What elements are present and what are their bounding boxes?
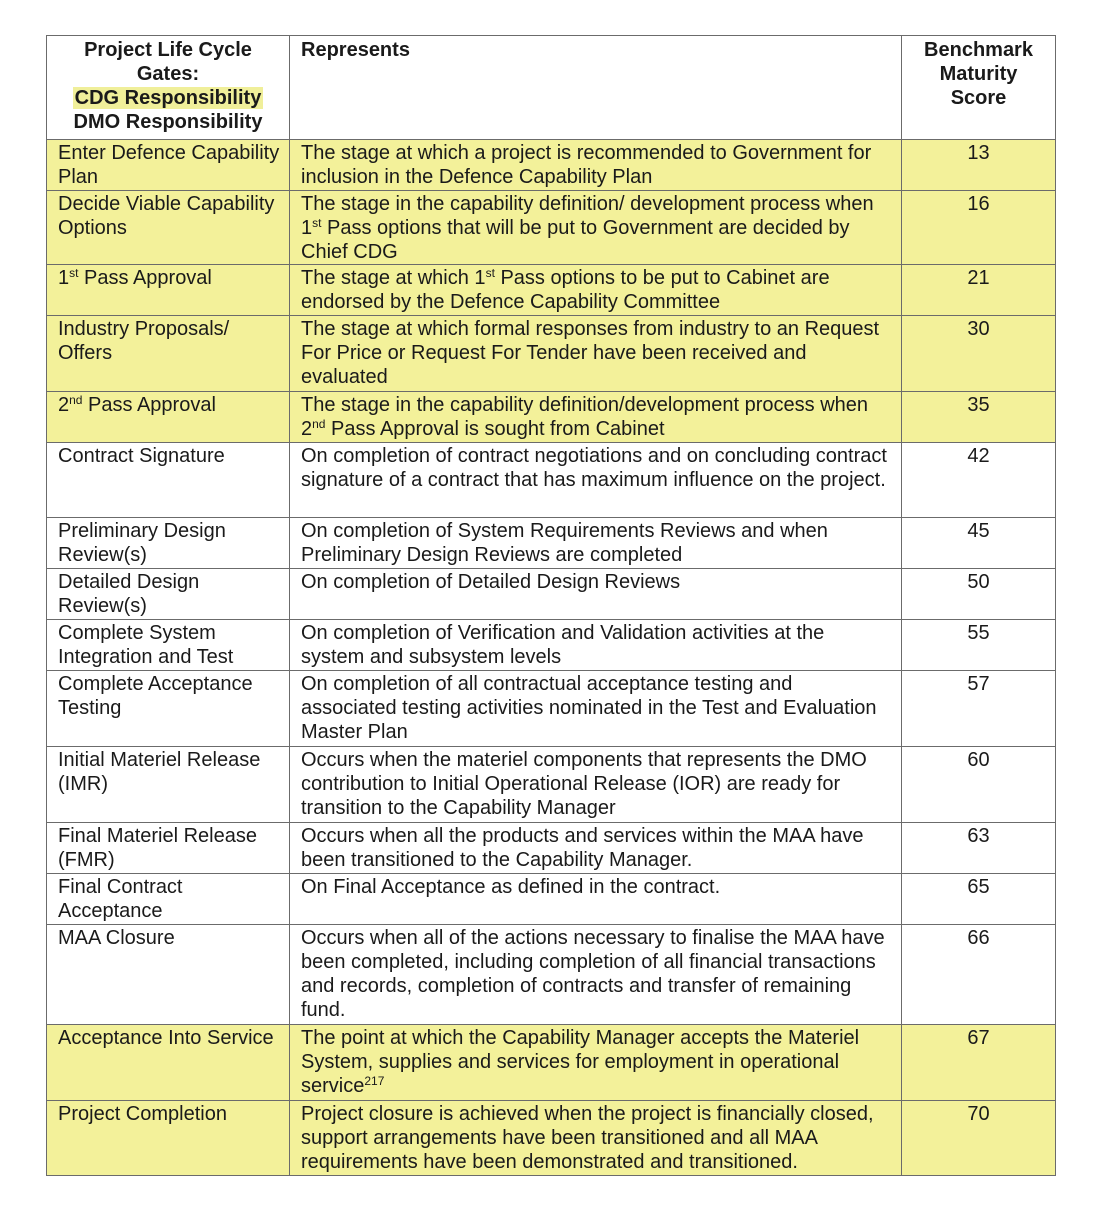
represents-cell [290,316,902,392]
represents-cell [290,443,902,518]
represents-cell [290,925,902,1025]
represents-cell [290,747,902,823]
gate-cell [47,569,290,620]
header-gates-line1: Project Life Cycle [84,39,252,61]
maturity-score-cell [902,392,1056,443]
gate-cell [47,747,290,823]
table-row [47,671,1056,747]
gate-text: Initial Materiel Release (IMR) [58,749,261,795]
represents-cell [290,569,902,620]
represents-cell [290,671,902,747]
header-gates-line2: Gates: [136,63,200,85]
represents-text: The stage at which 1 [301,267,486,289]
maturity-score: 70 [967,1103,990,1125]
represents-text: On completion of Verification and Validation activities at the system and subsystem levels [301,622,825,668]
represents-cell [290,140,902,191]
gate-text: Complete Acceptance Testing [58,673,253,719]
represents-text: Pass options that will be put to Government are decided by Chief CDG [301,217,850,263]
table-row [47,316,1056,392]
maturity-score: 21 [967,267,990,289]
represents-text: The stage in the capability definition/ development process when 1 [301,193,874,239]
table-row [47,140,1056,191]
represents-cell [290,518,902,569]
gate-cell [47,1025,290,1101]
represents-text: On completion of Detailed Design Reviews [301,571,681,593]
life-cycle-gates-table [46,35,1056,1176]
maturity-score-cell [902,620,1056,671]
represents-cell [290,265,902,316]
represents-text: Project closure is achieved when the project is financially closed, support arrangements have been transitioned and all MAA requirements have been demonstrated and transitioned. [301,1103,874,1173]
maturity-score: 60 [967,749,990,771]
maturity-score: 67 [967,1027,990,1049]
table-row [47,1025,1056,1101]
represents-cell [290,191,902,265]
maturity-score: 50 [967,571,990,593]
gate-ordinal-suffix: nd [69,393,83,407]
maturity-score-cell [902,518,1056,569]
gate-cell [47,191,290,265]
footnote-marker: 217 [364,1074,385,1088]
table-row [47,620,1056,671]
maturity-score-cell [902,140,1056,191]
represents-text: The point at which the Capability Manager accepts the Materiel System, supplies and services for employment in operational service [301,1027,860,1097]
gate-text: Final Contract Acceptance [58,876,183,922]
maturity-score-cell [902,191,1056,265]
represents-text: Occurs when all the products and services within the MAA have been transitioned to the Capability Manager. [301,825,864,871]
gate-cell [47,1101,290,1176]
maturity-score: 30 [967,318,990,340]
represents-text: On completion of all contractual acceptance testing and associated testing activities nominated in the Test and Evaluation Master Plan [301,673,877,743]
gate-cell [47,925,290,1025]
represents-text: Pass Approval is sought from Cabinet [325,418,665,440]
maturity-score: 65 [967,876,990,898]
gate-cell [47,671,290,747]
maturity-score-cell [902,316,1056,392]
represents-text: The stage in the capability definition/development process when 2 [301,394,869,440]
gate-text: Final Materiel Release (FMR) [58,825,257,871]
represents-text: Occurs when the materiel components that represents the DMO contribution to Initial Operational Release (IOR) are ready for transition to the Capability Manager [301,749,867,819]
table-row [47,191,1056,265]
maturity-score: 35 [967,394,990,416]
maturity-score-cell [902,1025,1056,1101]
header-represents-cell [290,36,902,140]
maturity-score-cell [902,925,1056,1025]
gate-text: MAA Closure [58,927,175,949]
gate-cell [47,620,290,671]
maturity-score: 45 [967,520,990,542]
represents-text: On completion of contract negotiations and on concluding contract signature of a contract that has maximum influence on the project. [301,445,887,491]
header-score-cell [902,36,1056,140]
gate-text: Industry Proposals/ Offers [58,318,230,364]
table-row [47,443,1056,518]
header-score-line1: Benchmark [924,39,1033,61]
gate-ordinal-suffix: st [69,266,79,280]
gate-text: 1 [58,267,70,289]
table-row [47,1101,1056,1176]
maturity-score: 16 [967,193,990,215]
gate-cell [47,823,290,874]
table-row [47,874,1056,925]
gate-text: Pass Approval [82,394,216,416]
represents-text: The stage at which formal responses from industry to an Request For Price or Request For Tender have been received and evaluated [301,318,880,388]
table-row [47,518,1056,569]
maturity-score-cell [902,443,1056,518]
maturity-score-cell [902,874,1056,925]
represents-text: On Final Acceptance as defined in the contract. [301,876,721,898]
header-score-line3: Score [950,87,1007,109]
table-row [47,569,1056,620]
maturity-score: 42 [967,445,990,467]
table-row [47,747,1056,823]
gate-text: Pass Approval [78,267,212,289]
table-row [47,265,1056,316]
gate-cell [47,316,290,392]
gate-text: Acceptance Into Service [58,1027,274,1049]
gate-cell [47,140,290,191]
gate-text: Complete System Integration and Test [58,622,234,668]
represents-cell [290,1025,902,1101]
represents-text: On completion of System Requirements Reviews and when Preliminary Design Reviews are completed [301,520,828,566]
gate-cell [47,874,290,925]
maturity-score-cell [902,823,1056,874]
dmo-responsibility-legend: DMO Responsibility [73,111,263,133]
gate-cell [47,443,290,518]
header-represents: Represents [301,39,410,61]
cdg-responsibility-legend: CDG Responsibility [74,87,262,109]
represents-cell [290,1101,902,1176]
maturity-score-cell [902,747,1056,823]
maturity-score-cell [902,569,1056,620]
represents-cell [290,392,902,443]
header-score-line2: Maturity [939,63,1018,85]
maturity-score: 57 [967,673,990,695]
maturity-score: 63 [967,825,990,847]
gate-text: Decide Viable Capability Options [58,193,275,239]
ordinal-suffix: st [312,216,322,230]
gate-text: 2 [58,394,70,416]
maturity-score-cell [902,671,1056,747]
represents-text: Pass options to be put to Cabinet are endorsed by the Defence Capability Committee [301,267,830,313]
represents-cell [290,823,902,874]
table-row [47,392,1056,443]
represents-text: The stage at which a project is recommended to Government for inclusion in the Defence Capability Plan [301,142,872,188]
table-body [47,140,1056,1176]
maturity-score-cell [902,1101,1056,1176]
gate-text: Detailed Design Review(s) [58,571,200,617]
gate-text: Enter Defence Capability Plan [58,142,280,188]
ordinal-suffix: st [485,266,495,280]
gate-cell [47,265,290,316]
gate-cell [47,392,290,443]
maturity-score: 66 [967,927,990,949]
maturity-score-cell [902,265,1056,316]
represents-cell [290,874,902,925]
table-row [47,823,1056,874]
gate-cell [47,518,290,569]
table-row [47,925,1056,1025]
represents-cell [290,620,902,671]
maturity-score: 55 [967,622,990,644]
gate-text: Contract Signature [58,445,225,467]
header-gates-cell [47,36,290,140]
maturity-score: 13 [967,142,990,164]
represents-text: Occurs when all of the actions necessary to finalise the MAA have been completed, including completion of all financial transactions and records, completion of contracts and transfer of remaining fund. [301,927,885,1021]
gate-text: Preliminary Design Review(s) [58,520,226,566]
ordinal-suffix: nd [312,417,326,431]
gate-text: Project Completion [58,1103,227,1125]
header-row [47,36,1056,140]
